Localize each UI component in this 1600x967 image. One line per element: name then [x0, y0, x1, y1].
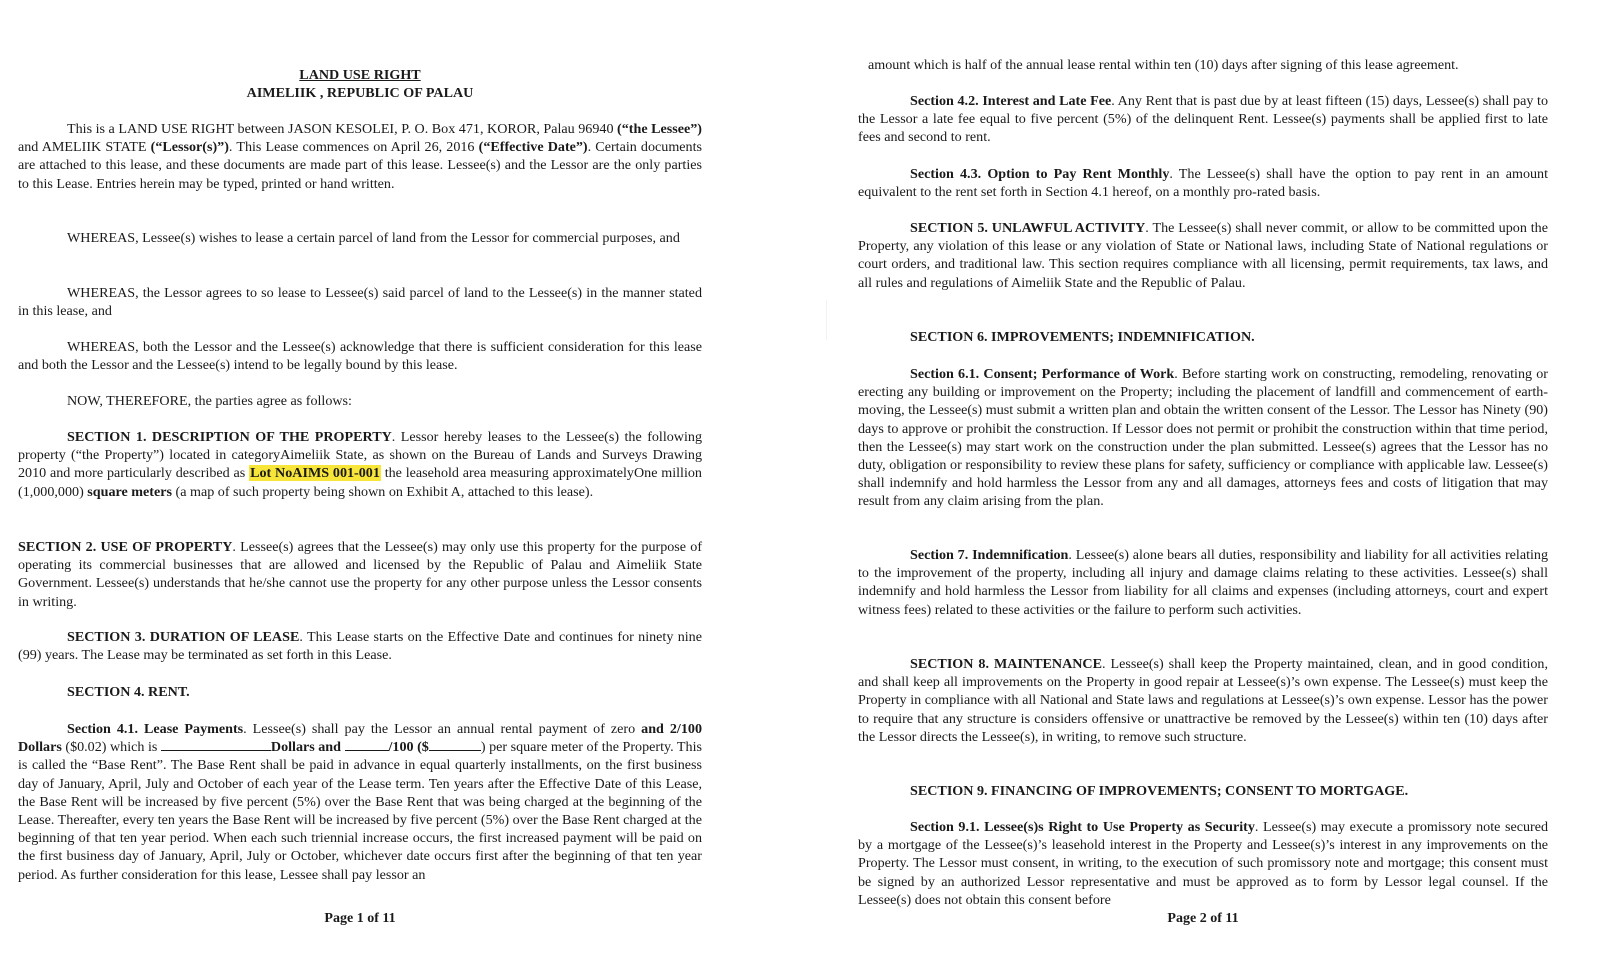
section-4-1-paragraph	[18, 720, 702, 884]
section-7-heading: Section 7. Indemnification	[910, 547, 1069, 563]
section-2-text: . Lessee(s) agrees that the Lessee(s) may only use this property for the purpose of operating its commercial businesses that are allowed and licensed by the Republic of Palau and Aimeliik State Government. Lessee(s) understands that he/she cannot use the property for any other purpose unless the Lessor consents in writing.	[18, 539, 703, 610]
section-5-text: . The Lessee(s) shall never commit, or allow to be committed upon the Property, any violation of this lease or any violation of State or National laws, including State of National regulations or court orders, and traditional law. This section requires compliance with all licensing, permit requirements, tax laws, and all rules and regulations of Aimeliik State and the Republic of Palau.	[858, 220, 1548, 291]
section-6-1-paragraph	[858, 365, 1548, 511]
section-1-text-2: the leasehold area measuring approximatelyOne million (1,000,000)	[18, 465, 702, 500]
per-100-term: /100 ($	[388, 739, 429, 756]
section-9-heading: SECTION 9. FINANCING OF IMPROVEMENTS; CONSENT TO MORTGAGE.	[910, 783, 1409, 799]
section-8-paragraph	[858, 655, 1548, 746]
effective-date-term: (“Effective Date”)	[478, 139, 588, 156]
intro-paragraph	[18, 120, 702, 193]
section-8-heading: SECTION 8. MAINTENANCE	[910, 656, 1102, 672]
title-line-2: AIMELIIK , REPUBLIC OF PALAU	[246, 85, 474, 102]
section-1-text-3: (a map of such property being shown on Exhibit A, attached to this lease).	[171, 483, 594, 500]
section-4-2-heading: Section 4.2. Interest and Late Fee	[910, 93, 1112, 109]
document-page-1	[18, 0, 702, 967]
section-4-heading-text: SECTION 4. RENT.	[67, 684, 190, 700]
section-1-heading: SECTION 1. DESCRIPTION OF THE PROPERTY	[67, 429, 392, 445]
page-gutter	[826, 300, 827, 340]
whereas-paragraph-2: WHEREAS, the Lessor agrees to so lease to Lessee(s) said parcel of land to the Lessee(s) in the manner stated in this lease, and	[18, 285, 702, 320]
section-6-1-text: . Before starting work on constructing, remodeling, renovating or erecting any building or improvement on the Property; including the placement of landfill and commencement of earth-moving, the Lessee(s) must submit a written plan and obtain the written consent of the Lessor. The Lessor has Ninety (90) days to approve or prohibit the construction. If Lessor does not permit or prohibit the construction within that time period, then the Lessee(s) may start work on the construction under the plan submitted. Lessee(s) agrees that the Lessor has no duty, obligation or responsibility to review these plans for safety, sufficiency or compliance with applicable law. Lessee(s) shall indemnify and hold harmless the Lessor from any and all damages, attorneys fees and costs of litigation that may result from any claim arising from the plan.	[858, 366, 1548, 510]
section-5-paragraph	[858, 219, 1548, 292]
section-4-1-heading: Section 4.1. Lease Payments	[67, 721, 244, 737]
document-title	[18, 66, 702, 102]
page-2-footer: Page 2 of 11	[1167, 911, 1239, 926]
section-9-1-paragraph	[858, 818, 1548, 909]
document-page-2	[858, 0, 1548, 967]
section-9-1-text: . Lessee(s) may execute a promissory note secured by a mortgage of the Lessee(s)’s leasehold interest in the Property and Lessee(s)’s interest in any improvements on the Property. The Lessor must consent, in writing, to the execution of such promissory note and mortgage; this consent must be signed by an authorized Lessor representative and must be approved as to form by Lessor legal counsel. If the Lessee(s) does not obtain this consent before	[858, 819, 1548, 908]
whereas-paragraph-1: WHEREAS, Lessee(s) wishes to lease a certain parcel of land from the Lessor for commercial purposes, and	[67, 230, 680, 246]
section-2-paragraph	[18, 538, 702, 611]
section-4-3-paragraph	[858, 165, 1548, 201]
section-6-1-heading: Section 6.1. Consent; Performance of Work	[910, 366, 1175, 382]
section-4-3-text: . The Lessee(s) shall have the option to pay rent in an amount equivalent to the rent set forth in Section 4.1 hereof, on a monthly pro-rated basis.	[858, 166, 1548, 201]
dollars-and-term: Dollars and	[270, 739, 341, 756]
section-9-1-heading: Section 9.1. Lessee(s)s Right to Use Property as Security	[910, 819, 1255, 835]
section-7-text: . Lessee(s) alone bears all duties, responsibility and liability for all activities relating to the improvement of the property, including all injury and damage claims relating to these activities. Lessee(s) shall indemnify and hold harmless the Lessor from liability for all claims and expenses (including attorneys, court and expert witness fees) related to these activities or the failure to perform such activities.	[858, 547, 1549, 618]
rent-amount-term: and 2/100 Dollars	[18, 721, 702, 756]
title-line-1: LAND USE RIGHT	[299, 67, 421, 83]
section-4-1-text-2: ($0.02) which is	[61, 739, 161, 756]
intro-text-1: This is a LAND USE RIGHT between JASON KESOLEI, P. O. Box 471, KOROR, Palau 96940	[67, 121, 618, 137]
section-3-paragraph	[18, 628, 702, 664]
section-4-2-paragraph	[858, 92, 1548, 147]
blank-cents-field	[345, 738, 389, 751]
section-1-paragraph	[18, 428, 702, 501]
lot-number-highlight: Lot NoAIMS 001-001	[250, 465, 380, 482]
section-4-heading	[18, 683, 702, 701]
square-meters-term: square meters	[87, 483, 172, 500]
section-5-heading: SECTION 5. UNLAWFUL ACTIVITY	[910, 220, 1146, 236]
section-4-1-text-1: . Lessee(s) shall pay the Lessor an annual rental payment of zero	[243, 721, 642, 737]
whereas-paragraph-3: WHEREAS, both the Lessor and the Lessee(s) acknowledge that there is sufficient consideration for this lease and both the Lessor and the Lessee(s) intend to be legally bound by this lease.	[18, 339, 702, 374]
section-4-3-heading: Section 4.3. Option to Pay Rent Monthly	[910, 166, 1170, 182]
section-1-text-1: . Lessor hereby leases to the Lessee(s) the following property (“the Property”) located in categoryAimeliik State, as shown on the Bureau of Lands and Surveys Drawing 2010 and more particularly described as	[18, 429, 702, 482]
lessor-term: (“Lessor(s)”)	[150, 139, 229, 156]
blank-amount-field	[429, 738, 481, 751]
section-6-heading: SECTION 6. IMPROVEMENTS; INDEMNIFICATION.	[910, 329, 1255, 345]
section-3-text: . This Lease starts on the Effective Date and continues for ninety nine (99) years. The Lease may be terminated as set forth in this Lease.	[18, 629, 702, 664]
section-7-paragraph	[858, 546, 1548, 619]
section-4-1-text-3: ) per square meter of the Property. This is called the “Base Rent”. The Base Rent shall be paid in advance in equal quarterly installments, on the first business day of January, April, July and October of each year of the Lease term. Ten years after the Effective Date of this Lease, the Base Rent will be increased by five percent (5%) over the Base Rent that was being charged at the beginning of the Lease. Thereafter, every ten years the Base Rent will be increased by five percent (5%) over the Base Rent charged at the beginning of that ten year period. When each such triennial increase occurs, the first increased payment will be paid on the first business day of January, April, July or October, whichever date occurs first after the beginning of that ten year period. As further consideration for this lease, Lessee shall pay lessor an	[18, 739, 702, 883]
section-4-2-text: . Any Rent that is past due by at least fifteen (15) days, Lessee(s) shall pay to the Lessor a late fee equal to five percent (5%) of the delinquent Rent. Lessee(s) payments shall be applied first to late fees and second to rent.	[858, 93, 1549, 146]
section-3-heading: SECTION 3. DURATION OF LEASE	[67, 629, 300, 645]
lessee-term: (“the Lessee”)	[617, 121, 702, 137]
page-1-footer: Page 1 of 11	[324, 911, 396, 926]
section-2-heading: SECTION 2. USE OF PROPERTY	[18, 539, 233, 555]
blank-dollars-field	[161, 738, 271, 751]
intro-text-4: . Certain documents are attached to this lease, and these documents are made part of this lease. Lessee(s) and the Lessor are the only parties to this Lease. Entries herein may be typed, printed or hand written.	[18, 139, 702, 192]
now-therefore-paragraph: NOW, THEREFORE, the parties agree as follows:	[67, 393, 352, 409]
section-8-text: . Lessee(s) shall keep the Property maintained, clean, and in good condition, and shall keep all improvements on the Property in good repair at Lessee(s)’s own expense. The Lessee(s) must keep the Property in compliance with all National and State laws and regulations at Lessee(s)’s own expense. Lessor has the power to require that any structure is considers offensive or unattractive be removed by the Lessee(s) within ten (10) days after the Lessor directs the Lessee(s), in writing, to remove such structure.	[858, 656, 1548, 745]
intro-text-2: and AMELIIK STATE	[18, 139, 151, 156]
continued-paragraph: amount which is half of the annual lease rental within ten (10) days after signing of this lease agreement.	[868, 57, 1459, 73]
intro-text-3: . This Lease commences on April 26, 2016	[228, 139, 479, 156]
